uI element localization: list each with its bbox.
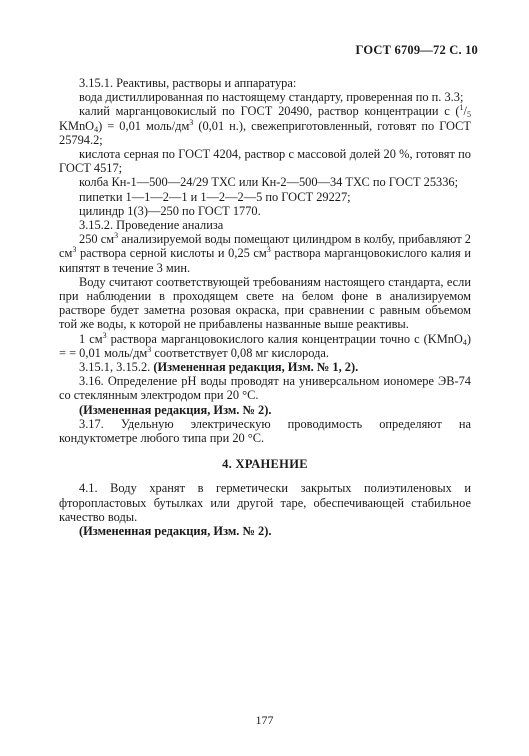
amendment-note: (Измененная редакция, Изм. № 1, 2). [153,360,359,375]
amendment-note: (Измененная редакция, Изм. № 2). [79,524,272,539]
amendment-note: (Измененная редакция, Изм. № 2). [79,402,272,417]
paragraph: цилиндр 1(3)—250 по ГОСТ 1770. [79,203,261,218]
text-run: раствора марганцовокислого калия и кипятят в течение 3 мин. [59,246,471,275]
text-run: 3.15.1, 3.15.2. [79,360,154,375]
superscript: 3 [266,245,271,255]
paragraph: Воду считают соответствующей требованиям настоящего стандарта, если при наблюдении в проходящем свете на белом фоне в анализируемом растворе будет заметна розовая окраска, при сравнении с равным объемом той же воды, к которой не прибавлены названные выше реактивы. [59,274,471,332]
paragraph: 3.16. Определение pH воды проводят на универсальном иономере ЭВ-74 со стеклянным электродом при 20 °С. [59,374,471,403]
page-number: 177 [255,713,274,727]
paragraph: вода дистиллированная по настоящему стандарту, проверенная по п. 3.3; [79,90,464,105]
superscript: 1 [459,103,464,113]
text-run: раствора марганцовокислого калия концентрации точно c (KMnO [106,331,463,346]
paragraph: 4.1. Воду хранят в герметически закрытых полиэтиленовых и фторопластовых бутылках или другой таре, обеспечивающей стабильное качество воды. [59,481,471,524]
text-run: калий марганцовокислый по ГОСТ 20490, раствор концентрации c ( [79,104,460,119]
paragraph: пипетки 1—1—2—1 и 1—2—2—5 по ГОСТ 29227; [79,189,351,204]
superscript: 3 [102,330,107,340]
superscript: 3 [147,344,152,354]
page-header: ГОСТ 6709—72 С. 10 [355,43,478,57]
paragraph [59,360,471,374]
paragraph [59,232,471,275]
text-run: 250 см [79,232,115,247]
document-body [59,76,471,538]
subscript: 4 [462,337,467,347]
superscript: 3 [114,231,119,241]
text-run: KMnO [59,118,95,133]
text-run: / [463,104,467,119]
subsection-heading: 3.15.2. Проведение анализа [79,218,224,233]
text-run: ) = 0,01 моль/дм [98,118,190,133]
paragraph: 3.15.1. Реактивы, растворы и аппаратура: [79,76,297,90]
paragraph [59,104,471,147]
superscript: 3 [72,245,77,255]
paragraph: кислота серная по ГОСТ 4204, раствор с массовой долей 20 %, готовят по ГОСТ 4517; [59,147,471,176]
text-run: 1 см [79,331,103,346]
paragraph [59,332,471,360]
paragraph: колба Кн-1—500—24/29 ТХС или Кн-2—500—34 ТХС по ГОСТ 25336; [79,175,459,190]
text-run: (0,01 н.), свежеприготовленный, готовят по ГОСТ 25794.2; [59,118,471,147]
text-run: ) = = 0,01 моль/дм [59,331,472,360]
text-run: раствора серной кислоты и 0,25 см [76,246,267,261]
subscript: 4 [94,124,99,134]
text-run: соответствует 0,08 мг кислорода. [151,345,329,360]
subscript: 5 [467,110,471,120]
section-title: 4. ХРАНЕНИЕ [222,457,308,472]
superscript: 3 [189,117,194,127]
paragraph: 3.17. Удельную электрическую проводимость определяют на кондуктометре любого типа при 20 °С. [59,416,471,446]
text-run: анализируемой воды помещают цилиндром в колбу, прибавляют 2 см [59,232,471,261]
